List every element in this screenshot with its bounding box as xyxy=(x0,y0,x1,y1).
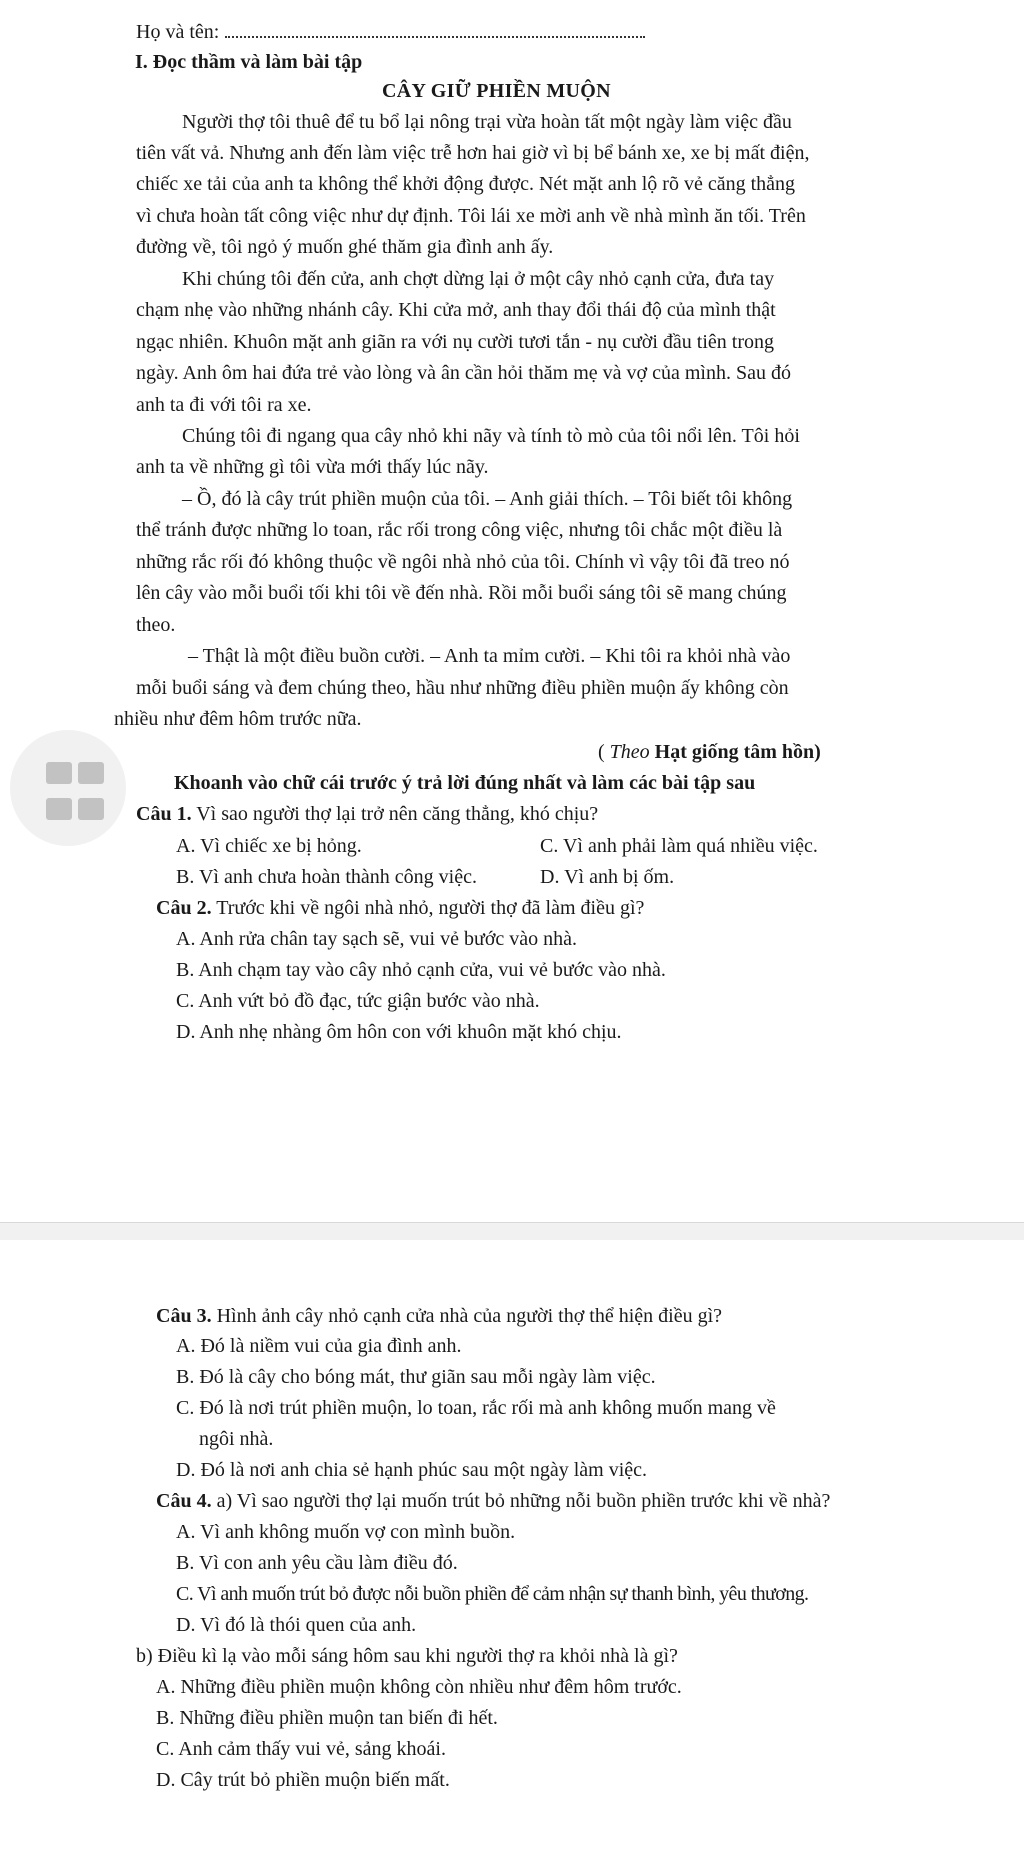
q3-option-a[interactable]: A. Đó là niềm vui của gia đình anh. xyxy=(176,1335,462,1357)
q3-option-c-cont: ngôi nhà. xyxy=(199,1428,274,1450)
question-4b: b) Điều kì lạ vào mỗi sáng hôm sau khi người thợ ra khỏi nhà là gì? xyxy=(136,1645,678,1667)
story-title: CÂY GIỮ PHIỀN MUỘN xyxy=(382,80,611,102)
story-line: Người thợ tôi thuê để tu bổ lại nông trại vừa hoàn tất một ngày làm việc đầu xyxy=(182,111,792,133)
q1-option-a[interactable]: A. Vì chiếc xe bị hỏng. xyxy=(176,835,362,857)
worksheet-page-2 xyxy=(0,1240,1024,1851)
story-line: Khi chúng tôi đến cửa, anh chợt dừng lại ở một cây nhỏ cạnh cửa, đưa tay xyxy=(182,268,775,290)
q3-option-b[interactable]: B. Đó là cây cho bóng mát, thư giãn sau mỗi ngày làm việc. xyxy=(176,1366,656,1388)
story-line: đường về, tôi ngỏ ý muốn ghé thăm gia đình anh ấy. xyxy=(136,236,554,258)
question-label: Câu 1. xyxy=(136,803,192,825)
question-label: Câu 3. xyxy=(156,1305,212,1327)
q4b-option-b[interactable]: B. Những điều phiền muộn tan biến đi hết. xyxy=(156,1707,498,1729)
story-line: theo. xyxy=(136,614,176,636)
question-text: Hình ảnh cây nhỏ cạnh cửa nhà của người thợ thể hiện điều gì? xyxy=(216,1305,723,1327)
question-text: Vì sao người thợ lại trở nên căng thẳng, khó chịu? xyxy=(196,803,599,825)
question-2 xyxy=(156,896,644,920)
question-text: a) Vì sao người thợ lại muốn trút bỏ những nỗi buồn phiền trước khi về nhà? xyxy=(216,1490,831,1512)
name-dotted-line xyxy=(225,22,645,38)
q1-option-c[interactable]: C. Vì anh phải làm quá nhiều việc. xyxy=(540,835,818,857)
question-label: Câu 2. xyxy=(156,897,212,919)
story-line: – Ồ, đó là cây trút phiền muộn của tôi. – Anh giải thích. – Tôi biết tôi không xyxy=(182,488,793,510)
name-label: Họ và tên: xyxy=(136,21,220,43)
q4a-option-b[interactable]: B. Vì con anh yêu cầu làm điều đó. xyxy=(176,1552,458,1574)
story-line: ngày. Anh ôm hai đứa trẻ vào lòng và ân cần hỏi thăm mẹ và vợ của mình. Sau đó xyxy=(136,362,791,384)
q1-option-b[interactable]: B. Vì anh chưa hoàn thành công việc. xyxy=(176,866,477,888)
q4b-option-a[interactable]: A. Những điều phiền muộn không còn nhiều như đêm hôm trước. xyxy=(156,1676,682,1698)
q1-option-d[interactable]: D. Vì anh bị ốm. xyxy=(540,866,675,888)
story-line: vì chưa hoàn tất công việc như dự định. Tôi lái xe mời anh về nhà mình ăn tối. Trên xyxy=(136,205,806,227)
story-line: chiếc xe tải của anh ta không thể khởi động được. Nét mặt anh lộ rõ vẻ căng thẳng xyxy=(136,173,796,195)
story-line: mỗi buổi sáng và đem chúng theo, hầu như những điều phiền muộn ấy không còn xyxy=(136,677,789,699)
q3-option-c[interactable]: C. Đó là nơi trút phiền muộn, lo toan, rắc rối mà anh không muốn mang về xyxy=(176,1397,776,1419)
story-line: ngạc nhiên. Khuôn mặt anh giãn ra với nụ cười tươi tắn - nụ cười đầu tiên trong xyxy=(136,331,775,353)
q4b-option-d[interactable]: D. Cây trút bỏ phiền muộn biến mất. xyxy=(156,1769,450,1791)
grid-icon-square xyxy=(78,762,104,784)
section-heading: I. Đọc thầm và làm bài tập xyxy=(135,51,363,73)
story-line: lên cây vào mỗi buổi tối khi tôi về đến nhà. Rồi mỗi buổi sáng tôi sẽ mang chúng xyxy=(136,582,787,604)
story-line: nhiều như đêm hôm trước nữa. xyxy=(114,708,362,730)
q2-option-b[interactable]: B. Anh chạm tay vào cây nhỏ cạnh cửa, vui vẻ bước vào nhà. xyxy=(176,959,666,981)
instructions: Khoanh vào chữ cái trước ý trả lời đúng nhất và làm các bài tập sau xyxy=(174,772,756,794)
q4a-option-a[interactable]: A. Vì anh không muốn vợ con mình buồn. xyxy=(176,1521,516,1543)
q4a-option-d[interactable]: D. Vì đó là thói quen của anh. xyxy=(176,1614,417,1636)
source-prefix: ( xyxy=(598,741,610,763)
story-line: chạm nhẹ vào những nhánh cây. Khi cửa mở, anh thay đổi thái độ của mình thật xyxy=(136,299,776,321)
q2-option-d[interactable]: D. Anh nhẹ nhàng ôm hôn con với khuôn mặt khó chịu. xyxy=(176,1021,622,1043)
grid-icon-square xyxy=(78,798,104,820)
source-title: Hạt giống tâm hồn) xyxy=(654,741,821,763)
question-text: Trước khi về ngôi nhà nhỏ, người thợ đã làm điều gì? xyxy=(216,897,645,919)
source-theo: Theo xyxy=(609,741,650,763)
grid-icon-square xyxy=(46,762,72,784)
floating-menu-button[interactable] xyxy=(10,730,126,846)
page-gap xyxy=(0,1222,1024,1242)
story-line: Chúng tôi đi ngang qua cây nhỏ khi nãy và tính tò mò của tôi nổi lên. Tôi hỏi xyxy=(182,425,800,447)
question-1 xyxy=(136,802,598,826)
question-3 xyxy=(156,1304,722,1328)
grid-icon-square xyxy=(46,798,72,820)
question-label: Câu 4. xyxy=(156,1490,212,1512)
story-line: những rắc rối đó không thuộc về ngôi nhà nhỏ của tôi. Chính vì vậy tôi đã treo nó xyxy=(136,551,790,573)
story-line: thể tránh được những lo toan, rắc rối trong công việc, nhưng tôi chắc một điều là xyxy=(136,519,783,541)
q4a-option-c[interactable]: C. Vì anh muốn trút bỏ được nỗi buồn phiền để cảm nhận sự thanh bình, yêu thương. xyxy=(176,1583,809,1605)
story-line: anh ta về những gì tôi vừa mới thấy lúc nãy. xyxy=(136,456,489,478)
q4b-option-c[interactable]: C. Anh cảm thấy vui vẻ, sảng khoái. xyxy=(156,1738,446,1760)
story-source xyxy=(598,740,821,764)
q2-option-c[interactable]: C. Anh vứt bỏ đồ đạc, tức giận bước vào nhà. xyxy=(176,990,540,1012)
q3-option-d[interactable]: D. Đó là nơi anh chia sẻ hạnh phúc sau một ngày làm việc. xyxy=(176,1459,648,1481)
name-field xyxy=(136,20,645,44)
q2-option-a[interactable]: A. Anh rửa chân tay sạch sẽ, vui vẻ bước vào nhà. xyxy=(176,928,578,950)
question-4a xyxy=(156,1489,830,1513)
story-line: tiên vất vả. Nhưng anh đến làm việc trễ hơn hai giờ vì bị bể bánh xe, xe bị mất điện, xyxy=(136,142,810,164)
story-line: – Thật là một điều buồn cười. – Anh ta mỉm cười. – Khi tôi ra khỏi nhà vào xyxy=(188,645,791,667)
story-line: anh ta đi với tôi ra xe. xyxy=(136,394,312,416)
